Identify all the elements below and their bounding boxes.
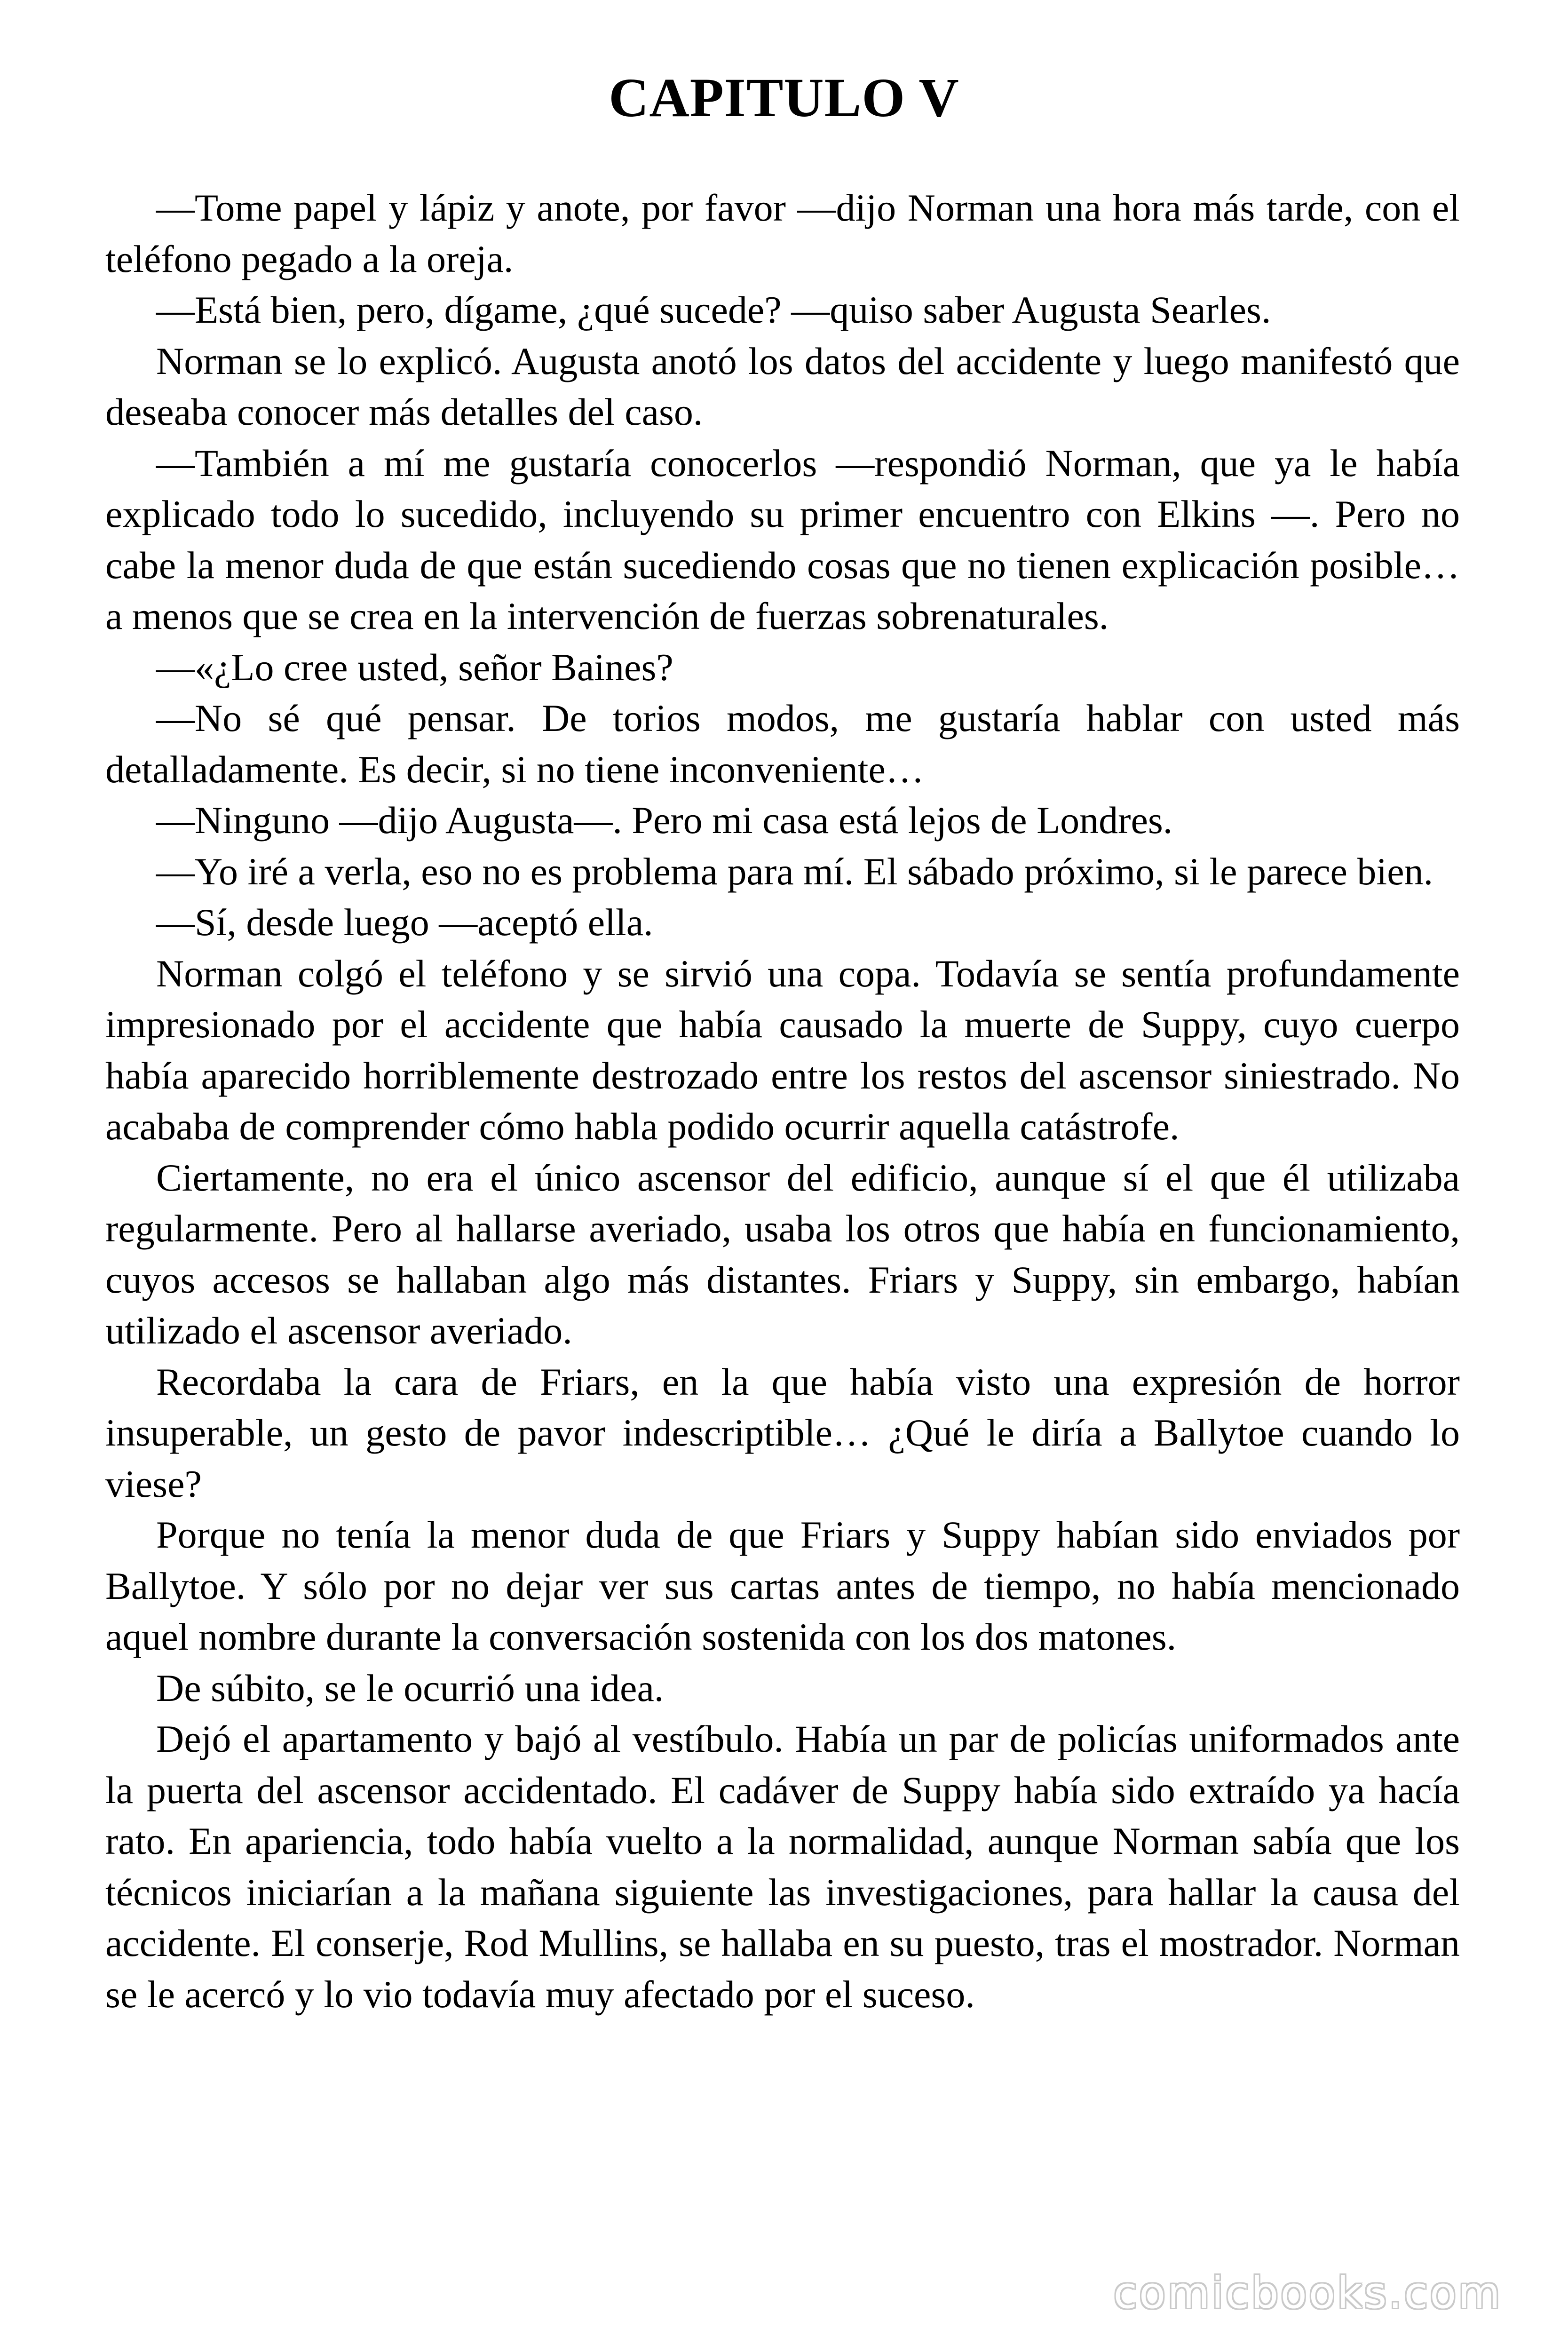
chapter-text xyxy=(105,183,1460,2020)
paragraph: —Sí, desde luego —aceptó ella. xyxy=(156,901,653,944)
paragraph: —Ninguno —dijo Augusta—. Pero mi casa está lejos de Londres. xyxy=(156,799,1173,842)
paragraph: Porque no tenía la menor duda de que Friars y Suppy habían sido enviados por Ballytoe. Y sólo por no dejar ver sus cartas antes de tiempo, no había mencionado aquel nombre durante la conversación sostenida con los dos matones. xyxy=(105,1513,1460,1658)
chapter-title: CAPITULO V xyxy=(609,67,959,128)
paragraph: Recordaba la cara de Friars, en la que había visto una expresión de horror insuperable, un gesto de pavor indescriptible… ¿Qué le diría a Ballytoe cuando lo viese? xyxy=(105,1360,1460,1505)
paragraph: —No sé qué pensar. De torios modos, me gustaría hablar con usted más detalladamente. Es decir, si no tiene inconveniente… xyxy=(105,697,1460,791)
paragraph: Dejó el apartamento y bajó al vestíbulo. Había un par de policías uniformados ante la puerta del ascensor accidentado. El cadáver de Suppy había sido extraído ya hacía rato. En apariencia, todo había vuelto a la normalidad, aunque Norman sabía que los técnicos iniciarían a la mañana siguiente las investigaciones, para hallar la causa del accidente. El conserje, Rod Mullins, se hallaba en su puesto, tras el mostrador. Norman se le acercó y lo vio todavía muy afectado por el suceso. xyxy=(105,1717,1460,2016)
paragraph: —Tome papel y lápiz y anote, por favor —dijo Norman una hora más tarde, con el teléfono pegado a la oreja. xyxy=(105,186,1460,280)
paragraph: —Está bien, pero, dígame, ¿qué sucede? —quiso saber Augusta Searles. xyxy=(156,288,1271,331)
paragraph: —«¿Lo cree usted, señor Baines? xyxy=(156,645,673,689)
paragraph: —Yo iré a verla, eso no es problema para mí. El sábado próximo, si le parece bien. xyxy=(156,850,1433,893)
paragraph: —También a mí me gustaría conocerlos —respondió Norman, que ya le había explicado todo lo sucedido, incluyendo su primer encuentro con Elkins —. Pero no cabe la menor duda de que están sucediendo cosas que no tienen explicación posible… a menos que se crea en la intervención de fuerzas sobrenaturales. xyxy=(105,441,1460,637)
paragraph: Norman se lo explicó. Augusta anotó los datos del accidente y luego manifestó que deseaba conocer más detalles del caso. xyxy=(105,339,1460,433)
watermark: comicbooks.com xyxy=(1113,2268,1502,2318)
paragraph: Ciertamente, no era el único ascensor del edificio, aunque sí el que él utilizaba regularmente. Pero al hallarse averiado, usaba los otros que había en funcionamiento, cuyos accesos se hallaban algo más distantes. Friars y Suppy, sin embargo, habían utilizado el ascensor averiado. xyxy=(105,1156,1460,1352)
paragraph: Norman colgó el teléfono y se sirvió una copa. Todavía se sentía profundamente impresionado por el accidente que había causado la muerte de Suppy, cuyo cuerpo había aparecido horriblemente destrozado entre los restos del ascensor siniestrado. No acababa de comprender cómo habla podido ocurrir aquella catástrofe. xyxy=(105,952,1460,1148)
paragraph: De súbito, se le ocurrió una idea. xyxy=(156,1666,664,1709)
